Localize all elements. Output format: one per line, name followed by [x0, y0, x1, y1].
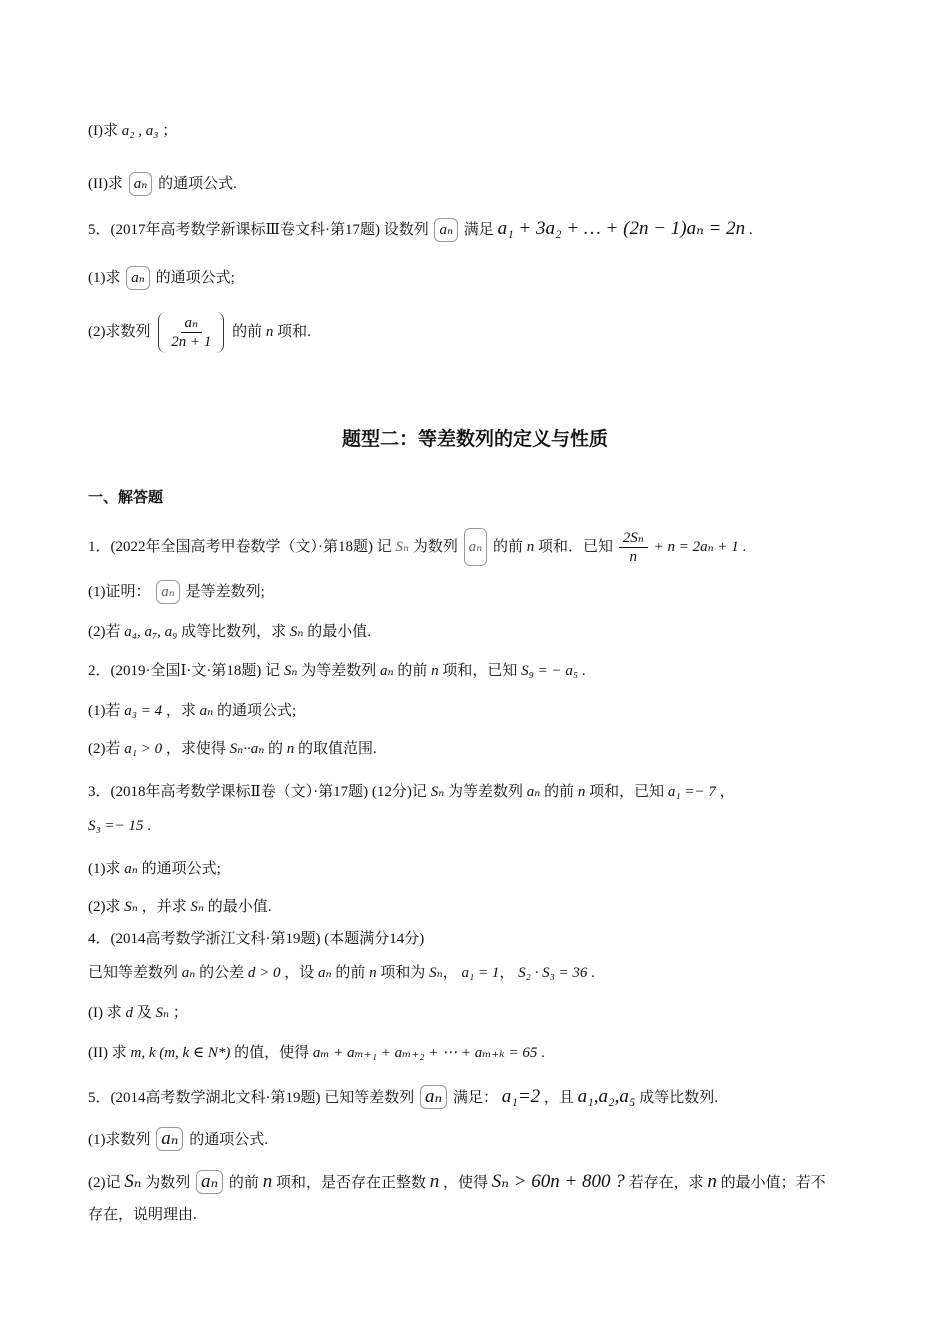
problem-text: 项和．已知	[537, 539, 613, 555]
q-text: ，求	[165, 703, 196, 719]
math-a2: a₂	[121, 123, 135, 139]
problem-text: 1．(2022年全国高考甲卷数学（文）·第18题) 记	[88, 539, 392, 555]
q-text: 若存在，求	[628, 1175, 704, 1191]
math-n: n	[707, 1171, 717, 1192]
fraction-denominator: n	[629, 549, 638, 566]
math-Sn: Sₙ	[190, 899, 204, 915]
q-text: 的前	[232, 324, 263, 340]
q-label: (II)求	[88, 176, 123, 192]
math-n: n	[265, 324, 274, 340]
problem-text: 的公差	[199, 965, 245, 981]
q-end: 的通项公式.	[158, 176, 237, 192]
problem-3-q2	[88, 896, 870, 918]
math-n: n	[286, 741, 295, 757]
math-n: n	[431, 663, 439, 679]
problem-5-2014	[88, 1085, 870, 1109]
punct: .	[742, 539, 747, 555]
problem-4-q2	[88, 1042, 870, 1064]
math-set-an: aₙ	[196, 1170, 223, 1194]
q-label: (1)若	[88, 703, 121, 719]
problem-text: 为等差数列	[448, 784, 524, 800]
q-label: (1)证明：	[88, 584, 151, 600]
problem-3-q1	[88, 858, 870, 880]
q-end: 的通项公式;	[155, 270, 235, 286]
math-d: d	[125, 1005, 133, 1021]
q-label: (I)求	[88, 123, 118, 139]
q-end: 的最小值.	[307, 624, 372, 640]
q-text: 成等比数列，求	[181, 624, 287, 640]
q-text: ，使得	[442, 1175, 488, 1191]
math-formula: Sₙ··aₙ	[229, 741, 265, 757]
problem-text: 项和，已知	[442, 663, 518, 679]
math-set-an: aₙ	[434, 218, 458, 242]
math-values: a₄, a₇, a₉	[124, 624, 178, 640]
question-I: (I)求 a₂ , a₃ ；	[88, 123, 178, 139]
q-text: 及	[136, 1005, 152, 1021]
math-Sn: Sₙ	[283, 663, 298, 679]
q-label: (2)求	[88, 899, 121, 915]
q-label: (2)若	[88, 741, 121, 757]
q-text: 为数列	[145, 1175, 191, 1191]
problem-text: 的前	[492, 539, 523, 555]
math-set-an: aₙ	[318, 965, 332, 981]
problem-text: 5．(2017年高考数学新课标Ⅲ卷文科·第17题) 设数列	[88, 222, 429, 238]
problem-text: 的前	[397, 663, 428, 679]
math-formula: a₁=2	[501, 1086, 541, 1107]
q-end: 的通项公式;	[141, 861, 221, 877]
math-set-an: aₙ	[156, 1127, 183, 1151]
math-n: n	[577, 784, 586, 800]
problem-4-q1	[88, 1002, 870, 1024]
problem-5-q1	[88, 266, 870, 290]
math-Sn: Sₙ	[429, 965, 443, 981]
problem-text: 满足	[463, 222, 494, 238]
punct: .	[581, 663, 586, 679]
math-vars: m, k	[130, 1045, 156, 1061]
q-text: 的	[268, 741, 284, 757]
math-a3: a₃	[145, 123, 159, 139]
problem-2-q2	[88, 738, 870, 760]
q-text: 的最小值；若不	[720, 1175, 826, 1191]
math-set-an: aₙ	[380, 663, 394, 679]
q-label: (2)求数列	[88, 324, 151, 340]
problem-3-cont	[88, 815, 870, 837]
section-label: 一、解答题	[88, 489, 164, 506]
math-set-an: aₙ	[156, 580, 180, 604]
q-label: (1)求	[88, 270, 121, 286]
problem-4	[88, 928, 870, 950]
math-formula: aₘ + aₘ₊₁ + aₘ₊₂ + ⋯ + aₘ₊ₖ = 65	[312, 1045, 538, 1061]
math-n: n	[429, 1171, 440, 1192]
q-end: ；	[162, 123, 178, 139]
problem-text: 项和，已知	[589, 784, 665, 800]
punct: ，	[719, 784, 735, 800]
math-formula: d > 0	[247, 965, 281, 981]
q-text: 的前	[228, 1175, 259, 1191]
q-label: (I) 求	[88, 1005, 122, 1021]
problem-text: 4．(2014高考数学浙江文科·第19题) (本题满分14分)	[88, 931, 425, 947]
problem-text: 满足：	[452, 1090, 498, 1106]
q-end: 存在，说明理由.	[88, 1207, 197, 1223]
math-formula: a₁ > 0	[124, 741, 163, 757]
problem-1	[88, 528, 870, 566]
q-text: 项和，是否存在正整数	[275, 1175, 426, 1191]
problem-text: 的前	[544, 784, 575, 800]
math-set-an: aₙ	[420, 1085, 447, 1109]
math-formula: Sₙ > 60n + 800 ?	[491, 1171, 625, 1192]
q-end: 的最小值.	[207, 899, 272, 915]
math-set-an: aₙ	[464, 528, 488, 566]
question-II	[88, 172, 870, 196]
math-n: n	[369, 965, 377, 981]
math-Sn: Sₙ	[124, 1171, 142, 1192]
problem-5-2014-q2-cont	[88, 1204, 870, 1226]
problem-text: 2．(2019·全国Ⅰ·文·第18题) 记	[88, 663, 281, 679]
q-text: ，求使得	[165, 741, 226, 757]
problem-text: 3．(2018年高考数学课标Ⅱ卷（文）·第17题) (12分)记	[88, 784, 427, 800]
punct: .	[591, 965, 595, 981]
math-Sn: Sₙ	[430, 784, 445, 800]
problem-text: 为数列	[412, 539, 458, 555]
math-fraction-set	[158, 312, 224, 353]
punct: .	[748, 222, 753, 238]
math-formula: a₁ =− 7	[667, 784, 716, 800]
punct: .	[147, 818, 151, 834]
q-end: 的通项公式.	[189, 1132, 268, 1148]
math-Sn: Sₙ	[289, 624, 304, 640]
q-label: (2)记	[88, 1175, 121, 1191]
math-formula: S₃ =− 15	[88, 818, 144, 834]
problem-text: 项和为	[380, 965, 426, 981]
q-text: 的值，使得	[234, 1045, 310, 1061]
fraction-denominator: 2n + 1	[171, 334, 212, 351]
math-formula: S₂ · S₃ = 36	[518, 965, 588, 981]
math-n: n	[526, 539, 535, 555]
q-end: ；	[172, 1005, 188, 1021]
math-set-an: aₙ	[129, 172, 153, 196]
q-label: (1)求	[88, 861, 121, 877]
math-formula: a₁ + 3a₂ + … + (2n − 1)aₙ = 2n	[497, 218, 746, 239]
problem-text: ，设	[284, 965, 315, 981]
q-end: 的通项公式;	[216, 703, 297, 719]
math-set-an: aₙ	[124, 861, 138, 877]
problem-text: 5．(2014高考数学湖北文科·第19题) 已知等差数列	[88, 1090, 415, 1106]
fraction-numerator: 2Sₙ	[619, 529, 648, 548]
math-Sn: Sₙ	[395, 539, 410, 555]
math-set-an: aₙ	[181, 965, 196, 981]
problem-2	[88, 660, 870, 682]
math-formula: + n = 2aₙ + 1	[653, 539, 739, 555]
q-label: (II) 求	[88, 1045, 127, 1061]
q-label: (2)若	[88, 624, 121, 640]
math-condition: (m, k ∈ N*)	[159, 1045, 231, 1061]
math-set-an: aₙ	[126, 266, 150, 290]
math-set-an: aₙ	[199, 703, 214, 719]
punct: .	[541, 1045, 545, 1061]
problem-4-line1: 已知等差数列 aₙ 的公差 d > 0 ，设 aₙ 的前 n 项和为 Sₙ， a₁ = 1， S₂ · S₃ = 36 .	[88, 965, 595, 981]
q-end: 项和.	[277, 324, 311, 340]
problem-1-q1	[88, 580, 870, 604]
fraction-numerator: aₙ	[181, 314, 203, 333]
math-n: n	[262, 1171, 273, 1192]
problem-5-2014-q2	[88, 1170, 870, 1194]
problem-3	[88, 781, 870, 803]
math-formula: S₉ = − a₅	[521, 663, 579, 679]
problem-1-q2	[88, 621, 870, 643]
problem-text: 的前	[335, 965, 366, 981]
q-end: 是等差数列;	[185, 584, 265, 600]
math-formula: a₃ = 4	[124, 703, 163, 719]
problem-5-2017	[88, 218, 870, 242]
math-Sn: Sₙ	[124, 899, 138, 915]
problem-2-q1	[88, 700, 870, 722]
section-heading: 题型二：等差数列的定义与性质	[341, 429, 608, 450]
problem-text: 为等差数列	[301, 663, 377, 679]
math-formula: a₁,a₂,a₅	[577, 1086, 636, 1107]
problem-text: 已知等差数列	[88, 965, 179, 981]
q-end: 的取值范围.	[298, 741, 377, 757]
problem-5-2014-q1	[88, 1127, 870, 1151]
q-text: ，并求	[141, 899, 187, 915]
problem-5-q2	[88, 312, 870, 353]
problem-text: 成等比数列.	[639, 1090, 719, 1106]
math-Sn: Sₙ	[155, 1005, 170, 1021]
problem-text: ，且	[543, 1090, 574, 1106]
math-formula: a₁ = 1	[461, 965, 500, 981]
math-set-an: aₙ	[526, 784, 541, 800]
q-label: (1)求数列	[88, 1132, 151, 1148]
